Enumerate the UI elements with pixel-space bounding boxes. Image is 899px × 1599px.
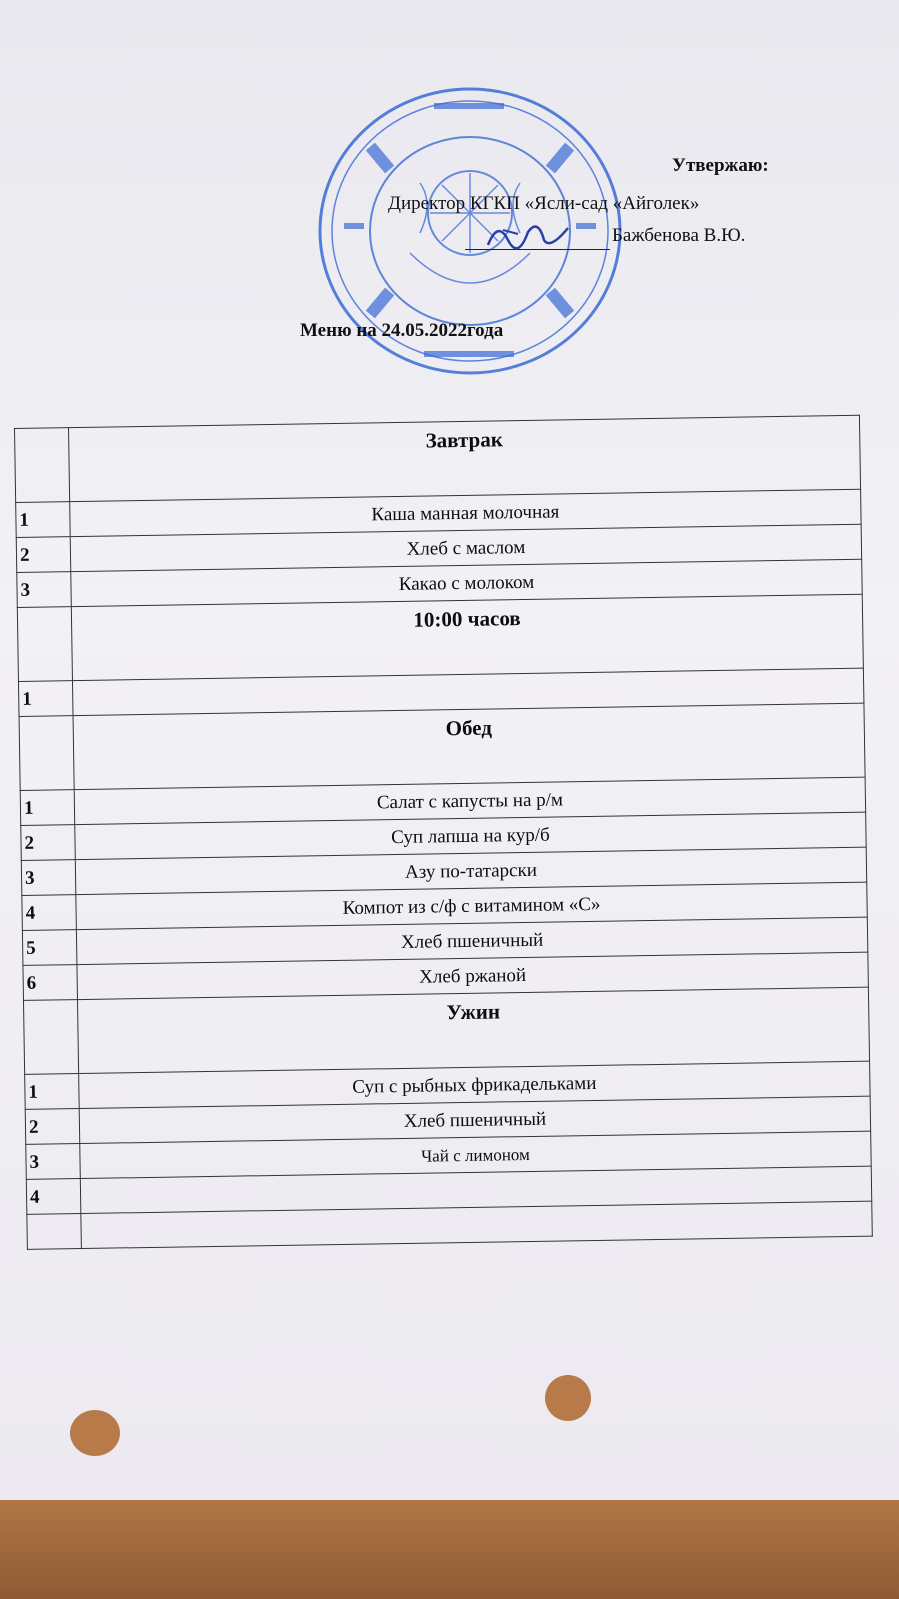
- row-number: 6: [23, 965, 78, 1001]
- menu-table: [14, 415, 873, 1250]
- dish-name: Каша манная молочная: [70, 489, 861, 536]
- menu-title: Меню на 24.05.2022года: [300, 320, 504, 341]
- dish-name: Суп с рыбных фрикадельками: [79, 1061, 870, 1108]
- approval-name: Бажбенова В.Ю.: [612, 225, 746, 246]
- row-number: 4: [26, 1179, 81, 1215]
- section-row-breakfast: [15, 415, 861, 502]
- row-number: [19, 716, 74, 791]
- wooden-table-edge: [0, 1500, 899, 1599]
- row-number: 3: [26, 1144, 81, 1180]
- row-number: 1: [25, 1074, 80, 1110]
- row-number: [27, 1214, 82, 1250]
- row-number: [23, 1000, 78, 1075]
- section-title: Обед: [73, 703, 865, 789]
- dish-name: Хлеб пшеничный: [79, 1096, 870, 1143]
- row-number: 1: [18, 681, 73, 717]
- punch-hole: [545, 1375, 591, 1421]
- punch-hole: [70, 1410, 120, 1456]
- row-number: 4: [22, 895, 77, 931]
- dish-name: Какао с молоком: [71, 559, 862, 606]
- row-number: 2: [21, 825, 76, 861]
- section-row-dinner: [23, 987, 869, 1074]
- dish-name: Азу по-татарски: [75, 847, 866, 894]
- row-number: 5: [22, 930, 77, 966]
- row-number: 2: [25, 1109, 80, 1145]
- section-title: 10:00 часов: [71, 594, 863, 680]
- handwritten-signature: [478, 210, 578, 260]
- approval-position: Директор КГКП «Ясли-сад «Айголек»: [388, 193, 700, 214]
- row-number: 3: [21, 860, 76, 896]
- section-title: Завтрак: [69, 415, 861, 501]
- row-number: [17, 607, 72, 682]
- approval-title: Утвержаю:: [672, 155, 769, 176]
- dish-name: Компот из с/ф с витамином «С»: [76, 882, 867, 929]
- section-row-lunch: [19, 703, 865, 790]
- section-row-snack: [17, 594, 863, 681]
- row-number: 1: [20, 790, 75, 826]
- row-number: 3: [17, 572, 72, 608]
- dish-name: Хлеб пшеничный: [76, 917, 867, 964]
- dish-name: Суп лапша на кур/б: [75, 812, 866, 859]
- row-number: 2: [16, 537, 71, 573]
- row-number: 1: [16, 502, 71, 538]
- dish-name: Хлеб с маслом: [70, 524, 861, 571]
- dish-name: Хлеб ржаной: [77, 952, 868, 999]
- dish-name: Чай с лимоном: [80, 1131, 871, 1178]
- dish-name: Салат с капусты на р/м: [74, 777, 865, 824]
- section-title: Ужин: [77, 987, 869, 1073]
- row-number: [15, 428, 70, 503]
